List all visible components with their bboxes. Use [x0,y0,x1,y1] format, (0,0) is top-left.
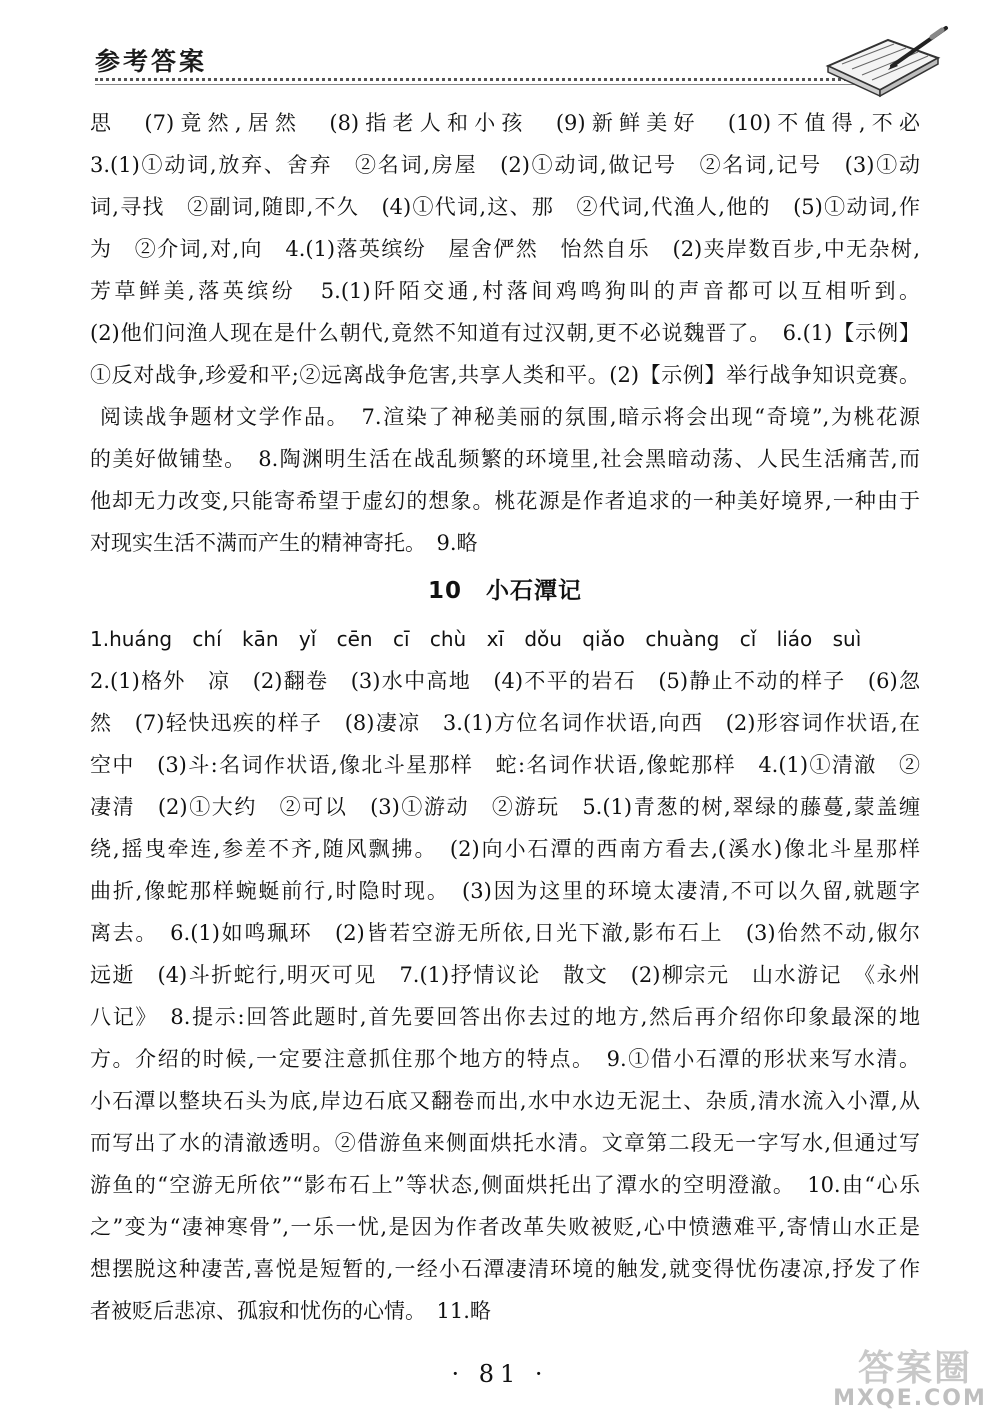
answer-line: 他却无力改变,只能寄希望于虚幻的想象。桃花源是作者追求的一种美好境界,一种由于 [90,489,920,513]
answer-line: 八记》 8.提示:回答此题时,首先要回答出你去过的地方,然后再介绍你印象最深的地 [90,1005,920,1029]
answer-line: 对现实生活不满而产生的精神寄托。 9.略 [90,531,478,555]
page-header [95,38,965,88]
answer-line: 绕,摇曳牵连,参差不齐,随风飘拂。 (2)向小石潭的西南方看去,(溪水)像北斗星那样 [90,837,920,861]
pen-and-notebook-icon [810,24,960,104]
header-dotted-rule [95,78,895,81]
watermark-logo [825,1340,995,1420]
answer-line: 小石潭以整块石头为底,岸边石底又翻卷而出,水中水边无泥土、杂质,清水流入小潭,从 [90,1089,920,1113]
answer-line: 思 (7)竟然,居然 (8)指老人和小孩 (9)新鲜美好 (10)不值得,不必 [90,111,920,135]
answer-line: 为 ②介词,对,向 4.(1)落英缤纷 屋舍俨然 怡然自乐 (2)夹岸数百步,中无杂树, [90,237,920,261]
answer-line: 空中 (3)斗:名词作状语,像北斗星那样 蛇:名词作状语,像蛇那样 4.(1)①清澈 ② [90,753,920,777]
answer-line: 芳草鲜美,落英缤纷 5.(1)阡陌交通,村落间鸡鸣狗叫的声音都可以互相听到。 [90,279,920,303]
answer-line: 想摆脱这种凄苦,喜悦是短暂的,一经小石潭凄清环境的触发,就变得忧伤凄凉,抒发了作 [90,1257,920,1281]
answer-line: 2.(1)格外 凉 (2)翻卷 (3)水中高地 (4)不平的岩石 (5)静止不动的样子 (6)忽 [90,669,920,693]
answer-line: 而写出了水的清澈透明。②借游鱼来侧面烘托水清。文章第二段无一字写水,但通过写 [90,1131,920,1155]
answer-line: 方。介绍的时候,一定要注意抓住那个地方的特点。 9.①借小石潭的形状来写水清。 [90,1047,920,1071]
answer-content [90,102,920,1332]
answer-line: 凄清 (2)①大约 ②可以 (3)①游动 ②游玩 5.(1)青葱的树,翠绿的藤蔓,蒙盖缠 [90,795,920,819]
watermark-glyphs: 答案圈 [857,1348,972,1389]
watermark-url: MXQE.COM [833,1386,987,1411]
section-10-title: 10 小石潭记 [427,578,582,604]
section-9-answers [90,102,920,564]
answer-line: 离去。 6.(1)如鸣珮环 (2)皆若空游无所依,日光下澈,影布石上 (3)佁然不动,俶尔 [90,921,920,945]
answer-line: 3.(1)①动词,放弃、舍弃 ②名词,房屋 (2)①动词,做记号 ②名词,记号 (3)①动 [90,153,920,177]
section-10-answers [90,660,920,1332]
answer-line: 然 (7)轻快迅疾的样子 (8)凄凉 3.(1)方位名词作状语,向西 (2)形容词作状语,在 [90,711,920,735]
page-number: · 81 · [451,1360,549,1388]
answer-line: 曲折,像蛇那样蜿蜒前行,时隐时现。 (3)因为这里的环境太凄清,不可以久留,就题字 [90,879,920,903]
answer-line: (2)他们问渔人现在是什么朝代,竟然不知道有过汉朝,更不必说魏晋了。 6.(1)【示例】 [90,321,920,345]
answer-line: 游鱼的“空游无所依”“影布石上”等状态,侧面烘托出了潭水的空明澄澈。 10.由“心乐 [90,1173,920,1197]
header-rule [95,84,895,85]
answer-line: 之”变为“凄神寒骨”,一乐一忧,是因为作者改革失败被贬,心中愤懑难平,寄情山水正是 [90,1215,920,1239]
answer-line: ①反对战争,珍爱和平;②远离战争危害,共享人类和平。(2)【示例】举行战争知识竞赛。 [90,363,920,387]
answer-line: 者被贬后悲凉、孤寂和忧伤的心情。 11.略 [90,1299,491,1323]
pinyin-answer: 1.huáng chí kān yǐ cēn cī chù xī dǒu qiǎo chuàng cǐ liáo suì [90,627,862,651]
answer-line: 阅读战争题材文学作品。 7.渲染了神秘美丽的氛围,暗示将会出现“奇境”,为桃花源 [100,405,920,429]
answer-line: 词,寻找 ②副词,随即,不久 (4)①代词,这、那 ②代词,代渔人,他的 (5)①动词,作 [90,195,920,219]
header-title: 参考答案 [95,47,208,76]
answer-line: 远逝 (4)斗折蛇行,明灭可见 7.(1)抒情议论 散文 (2)柳宗元 山水游记 《永州 [90,963,920,987]
answer-line: 的美好做铺垫。 8.陶渊明生活在战乱频繁的环境里,社会黑暗动荡、人民生活痛苦,而 [90,447,920,471]
